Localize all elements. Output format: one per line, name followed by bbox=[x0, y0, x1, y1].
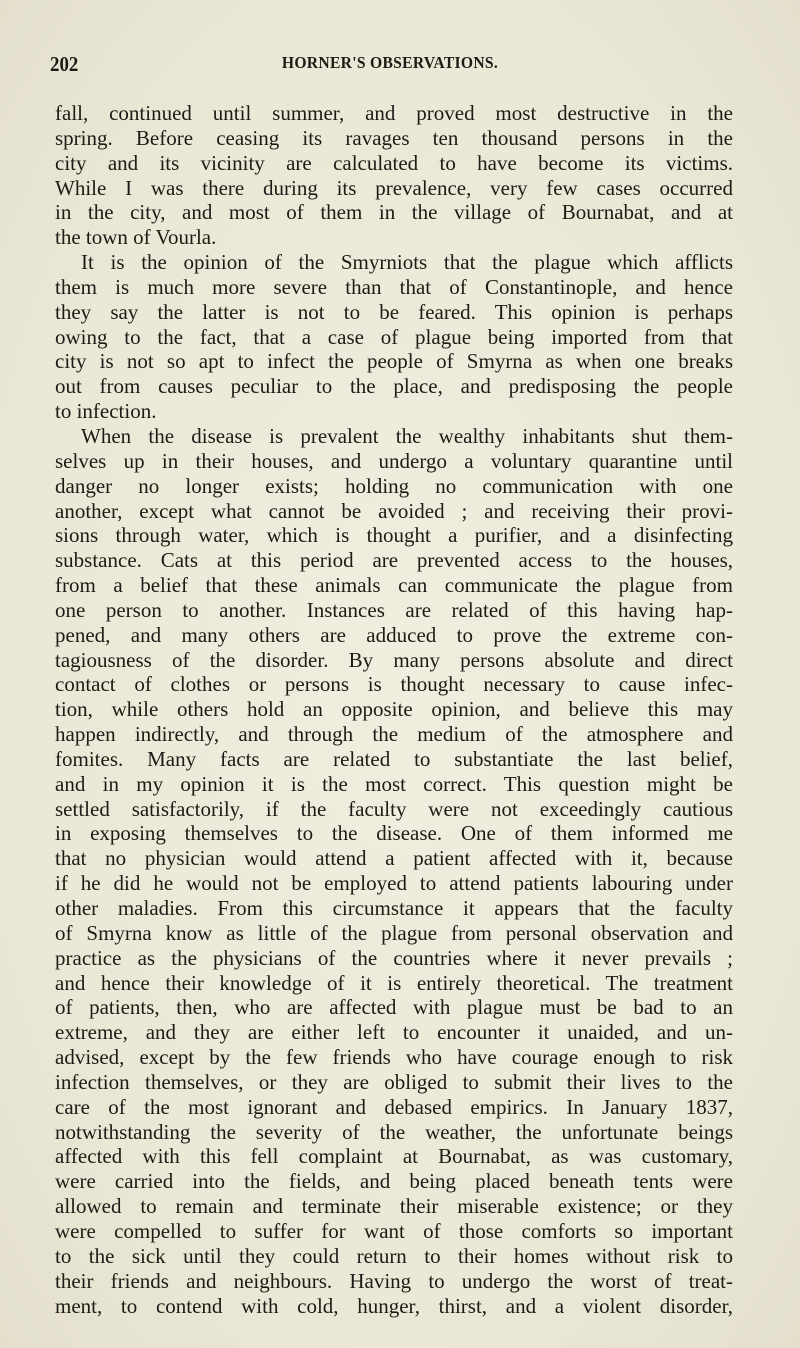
text-line: ment, to contend with cold, hunger, thirst, and a violent disorder, bbox=[55, 1293, 733, 1318]
text-line: infection themselves, or they are obliged to submit their lives to the bbox=[55, 1069, 733, 1094]
text-line: of Smyrna know as little of the plague from personal observation and bbox=[55, 920, 733, 945]
text-line: owing to the fact, that a case of plague being imported from that bbox=[55, 324, 733, 349]
text-line: practice as the physicians of the countries where it never prevails ; bbox=[55, 945, 733, 970]
text-line: allowed to remain and terminate their miserable existence; or they bbox=[55, 1194, 733, 1219]
text-line: to the sick until they could return to their homes without risk to bbox=[55, 1243, 733, 1268]
text-line: and in my opinion it is the most correct. This question might be bbox=[55, 771, 733, 796]
text-line: were carried into the fields, and being placed beneath tents were bbox=[55, 1169, 733, 1194]
text-line: the town of Vourla. bbox=[55, 225, 217, 250]
text-line: contact of clothes or persons is thought necessary to cause infec- bbox=[55, 672, 733, 697]
text-line: one person to another. Instances are related of this having hap- bbox=[55, 597, 733, 622]
text-line: city and its vicinity are calculated to have become its victims. bbox=[55, 150, 733, 175]
text-line: tagiousness of the disorder. By many persons absolute and direct bbox=[55, 647, 733, 672]
text-line: were compelled to suffer for want of those comforts so important bbox=[55, 1218, 733, 1243]
text-line: them is much more severe than that of Constantinople, and hence bbox=[55, 274, 733, 299]
text-line: care of the most ignorant and debased empirics. In January 1837, bbox=[55, 1094, 733, 1119]
text-line: and hence their knowledge of it is entirely theoretical. The treatment bbox=[55, 970, 733, 995]
text-line: if he did he would not be employed to attend patients labouring under bbox=[55, 871, 733, 896]
text-line: notwithstanding the severity of the weather, the unfortunate beings bbox=[55, 1119, 733, 1144]
text-line: advised, except by the few friends who have courage enough to risk bbox=[55, 1045, 733, 1070]
body-text bbox=[55, 101, 733, 1318]
text-line: fomites. Many facts are related to substantiate the last belief, bbox=[55, 746, 733, 771]
text-line: other maladies. From this circumstance it appears that the faculty bbox=[55, 896, 733, 920]
text-line: fall, continued until summer, and proved most destructive in the bbox=[55, 101, 733, 125]
text-line: substance. Cats at this period are prevented access to the houses, bbox=[55, 548, 733, 573]
text-line: When the disease is prevalent the wealthy inhabitants shut them- bbox=[81, 423, 733, 448]
text-line: from a belief that these animals can communicate the plague from bbox=[55, 573, 733, 598]
text-line: tion, while others hold an opposite opinion, and believe this may bbox=[55, 697, 733, 722]
text-line: pened, and many others are adduced to prove the extreme con- bbox=[55, 622, 733, 647]
text-line: city is not so apt to infect the people of Smyrna as when one breaks bbox=[55, 349, 733, 374]
text-line: they say the latter is not to be feared. This opinion is perhaps bbox=[55, 299, 733, 324]
text-line: It is the opinion of the Smyrniots that the plague which afflicts bbox=[81, 250, 733, 275]
text-line: in the city, and most of them in the village of Bournabat, and at bbox=[55, 200, 733, 225]
text-line: settled satisfactorily, if the faculty were not exceedingly cautious bbox=[55, 796, 733, 821]
text-line: their friends and neighbours. Having to undergo the worst of treat- bbox=[55, 1268, 733, 1293]
text-line: happen indirectly, and through the medium of the atmosphere and bbox=[55, 722, 733, 747]
text-line: danger no longer exists; holding no communication with one bbox=[55, 473, 733, 498]
text-line: extreme, and they are either left to encounter it unaided, and un- bbox=[55, 1020, 733, 1045]
text-line: affected with this fell complaint at Bournabat, as was customary, bbox=[55, 1144, 733, 1169]
text-line: sions through water, which is thought a purifier, and a disinfecting bbox=[55, 523, 733, 548]
text-line: in exposing themselves to the disease. One of them informed me bbox=[55, 821, 733, 846]
text-line: out from causes peculiar to the place, and predisposing the people bbox=[55, 374, 733, 399]
running-header: HORNER'S OBSERVATIONS. bbox=[281, 53, 499, 72]
text-line: selves up in their houses, and undergo a voluntary quarantine until bbox=[55, 448, 733, 473]
text-line: another, except what cannot be avoided ; and receiving their provi- bbox=[55, 498, 733, 523]
text-line: to infection. bbox=[55, 399, 157, 424]
page-number: 202 bbox=[50, 52, 79, 76]
text-line: While I was there during its prevalence, very few cases occurred bbox=[55, 175, 733, 200]
text-line: spring. Before ceasing its ravages ten thousand persons in the bbox=[55, 125, 733, 150]
text-line: of patients, then, who are affected with plague must be bad to an bbox=[55, 995, 733, 1020]
text-line: that no physician would attend a patient affected with it, because bbox=[55, 846, 733, 871]
